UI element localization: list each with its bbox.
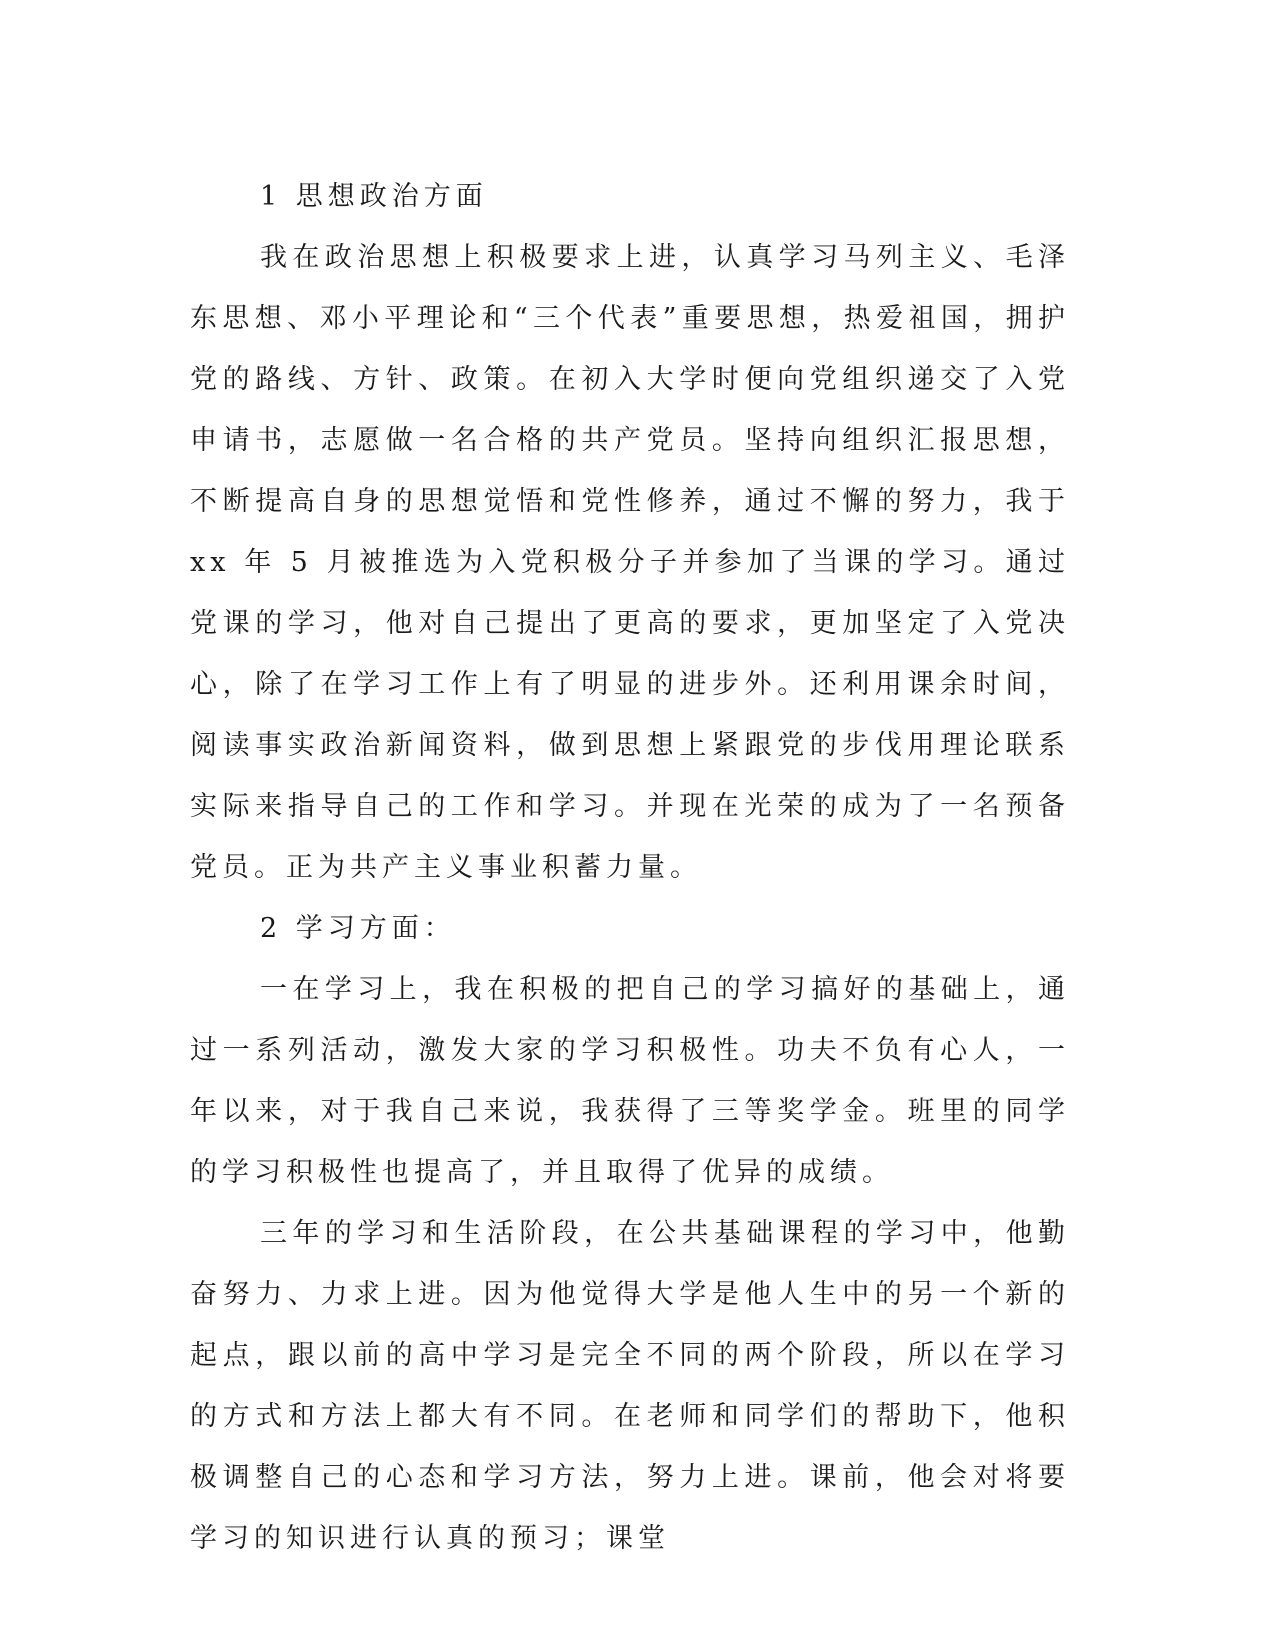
paragraph-political: 我在政治思想上积极要求上进，认真学习马列主义、毛泽东思想、邓小平理论和“三个代表”重要思想，热爱祖国，拥护党的路线、方针、政策。在初入大学时便向党组织递交了入党申请书，志愿做一名合格的共产党员。坚持向组织汇报思想，不断提高自身的思想觉悟和党性修养，通过不懈的努力，我于 xx 年 5 月被推选为入党积极分子并参加了当课的学习。通过党课的学习，他对自己提出了更高的要求，更加坚定了入党决心，除了在学习工作上有了明显的进步外。还利用课余时间，阅读事实政治新闻资料，做到思想上紧跟党的步伐用理论联系实际来指导自己的工作和学习。并现在光荣的成为了一名预备党员。正为共产主义事业积蓄力量。 bbox=[190, 242, 1070, 883]
document-body bbox=[190, 166, 1070, 1569]
section-heading-study: 2 学习方面： bbox=[260, 913, 456, 944]
paragraph-study-2: 三年的学习和生活阶段，在公共基础课程的学习中，他勤奋努力、力求上进。因为他觉得大学是他人生中的另一个新的起点，跟以前的高中学习是完全不同的两个阶段，所以在学习的方式和方法上都大有不同。在老师和同学们的帮助下，他积极调整自己的心态和学习方法，努力上进。课前，他会对将要学习的知识进行认真的预习；课堂 bbox=[190, 1218, 1070, 1554]
section-heading-political: 1 思想政治方面 bbox=[260, 181, 488, 212]
paragraph-study-1: 一在学习上，我在积极的把自己的学习搞好的基础上，通过一系列活动，激发大家的学习积极性。功夫不负有心人，一年以来，对于我自己来说，我获得了三等奖学金。班里的同学的学习积极性也提高了，并且取得了优异的成绩。 bbox=[190, 974, 1070, 1188]
